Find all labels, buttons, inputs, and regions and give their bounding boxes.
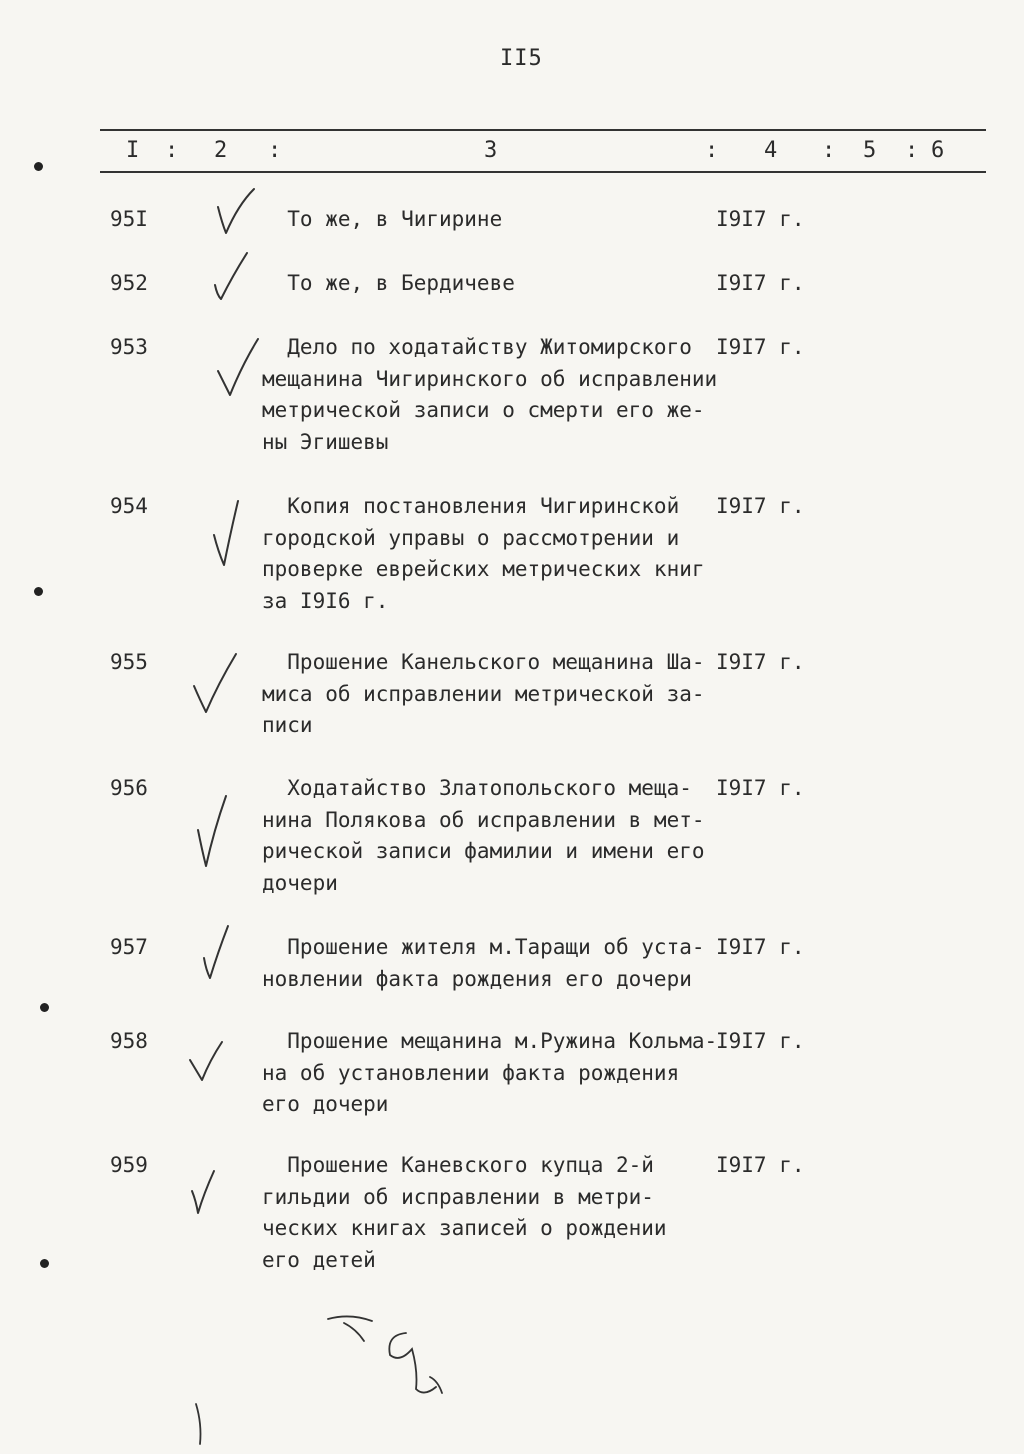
- row-number: 95I: [110, 207, 148, 231]
- check-mark-icon: [188, 1165, 223, 1220]
- row-year: I9I7 г.: [716, 650, 805, 674]
- check-mark-icon: [186, 1036, 231, 1086]
- row-description: То же, в Чигирине: [262, 207, 503, 231]
- row-year: I9I7 г.: [716, 494, 805, 518]
- punch-hole: [40, 1003, 49, 1012]
- row-number: 959: [110, 1153, 148, 1177]
- header-rule-bottom: [100, 171, 986, 173]
- row-year: I9I7 г.: [716, 271, 805, 295]
- header-col-3: 3: [484, 138, 498, 163]
- row-description: То же, в Бердичеве: [262, 271, 515, 295]
- check-mark-icon: [192, 790, 237, 875]
- row-year: I9I7 г.: [716, 1029, 805, 1053]
- row-number: 957: [110, 935, 148, 959]
- header-separator: :: [822, 138, 836, 163]
- row-year: I9I7 г.: [716, 335, 805, 359]
- row-description: Ходатайство Златопольского меща- нина Полякова об исправлении в мет- рической записи фамилии и имени его дочери: [262, 776, 705, 895]
- row-number: 952: [110, 271, 148, 295]
- punch-hole: [34, 587, 43, 596]
- header-separator: :: [268, 138, 282, 163]
- row-number: 956: [110, 776, 148, 800]
- row-description: Дело по ходатайству Житомирского мещанина Чигиринского об исправлении метрической записи о смерти его же- ны Эгишевы: [262, 335, 718, 454]
- check-mark-icon: [188, 650, 243, 720]
- header-separator: :: [905, 138, 919, 163]
- check-mark-icon: [198, 922, 238, 987]
- signature-scribble: [320, 1305, 460, 1415]
- header-col-6: 6: [931, 138, 945, 163]
- row-description: Прошение Каневского купца 2-й гильдии об исправлении в метри- ческих книгах записей о рождении его детей: [262, 1153, 667, 1272]
- row-number: 955: [110, 650, 148, 674]
- row-year: I9I7 г.: [716, 207, 805, 231]
- row-description: Копия постановления Чигиринской городской управы о рассмотрении и проверке еврейских метрических книг за I9I6 г.: [262, 494, 705, 613]
- punch-hole: [40, 1259, 49, 1268]
- header-rule-top: [100, 129, 986, 131]
- check-mark-icon: [205, 245, 255, 305]
- row-number: 958: [110, 1029, 148, 1053]
- row-year: I9I7 г.: [716, 935, 805, 959]
- row-description: Прошение мещанина м.Ружина Кольма- на об установлении факта рождения его дочери: [262, 1029, 718, 1116]
- header-col-4: 4: [764, 138, 778, 163]
- check-mark-icon: [208, 495, 253, 575]
- header-col-5: 5: [863, 138, 877, 163]
- row-year: I9I7 г.: [716, 776, 805, 800]
- check-mark-icon: [210, 185, 260, 245]
- row-number: 954: [110, 494, 148, 518]
- header-col-1: I: [126, 138, 140, 163]
- row-description: Прошение Канельского мещанина Ша- миса об исправлении метрической за- писи: [262, 650, 705, 737]
- header-separator: :: [705, 138, 719, 163]
- header-col-2: 2: [214, 138, 228, 163]
- punch-hole: [34, 162, 43, 171]
- page-number: II5: [500, 46, 543, 71]
- margin-mark: [190, 1400, 210, 1450]
- row-number: 953: [110, 335, 148, 359]
- header-separator: :: [165, 138, 179, 163]
- row-year: I9I7 г.: [716, 1153, 805, 1177]
- row-description: Прошение жителя м.Таращи об уста- новлении факта рождения его дочери: [262, 935, 705, 991]
- check-mark-icon: [210, 335, 265, 400]
